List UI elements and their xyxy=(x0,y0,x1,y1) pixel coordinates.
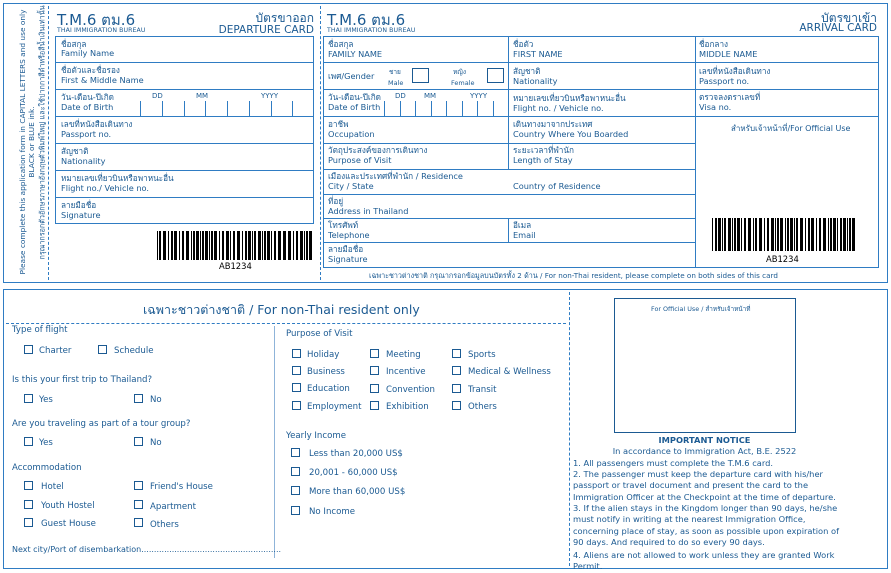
q-type-of-flight: Type of flight xyxy=(12,325,68,335)
arr-visa-th: ตรวจลงตราเลขที่ xyxy=(699,92,761,102)
arr-male-en: Male xyxy=(388,79,404,87)
dep-dob-en: Date of Birth xyxy=(61,102,114,112)
arr-boarded-en: Country Where You Boarded xyxy=(513,129,629,139)
cb-medical[interactable] xyxy=(452,366,461,375)
opt-employment: Employment xyxy=(307,402,362,412)
arr-passport-th: เลขที่หนังสือเดินทาง xyxy=(699,66,771,76)
cb-no-income[interactable] xyxy=(291,506,300,515)
opt-purpose-others: Others xyxy=(468,402,497,412)
arr-purpose-en: Purpose of Visit xyxy=(328,155,392,165)
opt-education: Education xyxy=(307,384,350,394)
arr-flight-th: หมายเลขเที่ยวบินหรือพาหนะอื่น xyxy=(513,93,626,103)
side-instruction-th: กรุณากรอกตัวอักษรภาษาอังกฤษตัวพิมพ์ใหญ่ และใช้ปากกาสีดำหรือสีน้ำเงินเท่านั้น xyxy=(37,5,47,260)
opt-holiday: Holiday xyxy=(307,350,340,360)
arr-visa-en: Visa no. xyxy=(699,102,732,112)
official-use-box xyxy=(614,298,796,433)
side-instruction xyxy=(2,5,50,278)
notice-subtitle: In accordance to Immigration Act, B.E. 2522 xyxy=(612,446,797,456)
arr-occupation-en: Occupation xyxy=(328,129,375,139)
arr-middle-th: ชื่อกลาง xyxy=(699,39,729,49)
departure-barcode-number: AB1234 xyxy=(219,261,252,271)
dep-family-en: Family Name xyxy=(61,48,115,58)
arr-email-en: Email xyxy=(513,230,536,240)
arr-dob-en: Date of Birth xyxy=(328,102,381,112)
arr-first-en: FIRST NAME xyxy=(513,49,563,59)
arr-signature-th: ลายมือชื่อ xyxy=(328,244,364,254)
cb-holiday[interactable] xyxy=(292,349,301,358)
opt-meeting: Meeting xyxy=(386,350,421,360)
side-instruction-en: Please complete this application form in CAPITAL LETTERS and use only BLACK or BLUE ink. xyxy=(18,9,36,275)
cb-accommodation-others[interactable] xyxy=(134,518,143,527)
arr-dob-mm: MM xyxy=(424,92,437,100)
dep-dob-dd: DD xyxy=(152,92,163,100)
cb-income-20001-60000[interactable] xyxy=(291,467,300,476)
arrival-card-th: บัตรขาเข้า xyxy=(821,11,877,25)
arr-male-checkbox[interactable] xyxy=(412,68,429,83)
opt-income-less-20000: Less than 20,000 US$ xyxy=(309,449,403,459)
cb-transit[interactable] xyxy=(452,384,461,393)
dep-family-th: ชื่อสกุล xyxy=(61,39,87,49)
arr-signature-en: Signature xyxy=(328,254,368,264)
dep-dob-mm: MM xyxy=(196,92,209,100)
dep-first-th: ชื่อตัวและชื่อรอง xyxy=(61,65,120,75)
opt-schedule: Schedule xyxy=(114,346,154,356)
dep-nationality-th: สัญชาติ xyxy=(61,146,89,156)
departure-code: T.M.6 ตม.6 xyxy=(57,11,136,29)
arr-email-th: อีเมล xyxy=(513,220,532,230)
opt-guest-house: Guest House xyxy=(41,519,96,529)
dep-nationality-en: Nationality xyxy=(61,156,106,166)
back-heading: เฉพาะชาวต่างชาติ / For non-Thai resident only xyxy=(143,302,420,317)
cb-meeting[interactable] xyxy=(370,349,379,358)
arr-length-en: Length of Stay xyxy=(513,155,573,165)
cb-youth-hostel[interactable] xyxy=(24,500,33,509)
notice-item-4: 4. Aliens are not allowed to work unless they are granted Work Permit. xyxy=(573,550,835,572)
cb-sports[interactable] xyxy=(452,349,461,358)
opt-no-income: No Income xyxy=(309,507,356,517)
cb-education[interactable] xyxy=(292,383,301,392)
arrival-code: T.M.6 ตม.6 xyxy=(327,11,406,29)
opt-exhibition: Exhibition xyxy=(386,402,429,412)
cb-tour-no[interactable] xyxy=(134,437,143,446)
arr-female-en: Female xyxy=(451,79,475,87)
perforation-left xyxy=(48,6,49,280)
opt-business: Business xyxy=(307,367,345,377)
cb-purpose-others[interactable] xyxy=(452,401,461,410)
arr-dob-th: วัน-เดือน-ปีเกิด xyxy=(328,92,382,102)
departure-barcode-icon xyxy=(157,231,314,260)
arr-telephone-th: โทรศัพท์ xyxy=(328,220,359,230)
arr-telephone-en: Telephone xyxy=(328,230,370,240)
arrival-card-en: ARRIVAL CARD xyxy=(799,22,877,34)
cb-first-trip-no[interactable] xyxy=(134,394,143,403)
notice-title: IMPORTANT NOTICE xyxy=(658,435,751,445)
cb-apartment[interactable] xyxy=(134,500,143,509)
arr-country-residence: Country of Residence xyxy=(513,181,601,191)
dep-dob-grid[interactable] xyxy=(140,101,314,116)
opt-tour-no: No xyxy=(150,438,162,448)
q-purpose: Purpose of Visit xyxy=(286,329,353,339)
arrival-barcode-icon xyxy=(712,218,858,251)
arr-middle-en: MIDDLE NAME xyxy=(699,49,758,59)
opt-first-trip-yes: Yes xyxy=(39,395,53,405)
dep-passport-en: Passport no. xyxy=(61,129,112,139)
opt-youth-hostel: Youth Hostel xyxy=(41,501,95,511)
arr-nationality-en: Nationality xyxy=(513,76,558,86)
arrival-footer-note: เฉพาะชาวต่างชาติ กรุณากรอกข้อมูลบนบัตรทั้ง 2 ด้าน / For non-Thai resident, please complete on both sides of this card xyxy=(369,271,778,280)
opt-hotel: Hotel xyxy=(41,482,64,492)
notice-item-1: 1. All passengers must complete the T.M.6 card. xyxy=(573,458,774,468)
cb-employment[interactable] xyxy=(292,401,301,410)
dep-passport-th: เลขที่หนังสือเดินทาง xyxy=(61,119,133,129)
opt-tour-yes: Yes xyxy=(39,438,53,448)
official-use-label: For Official Use / สำหรับเจ้าหน้าที่ xyxy=(651,305,751,313)
cb-incentive[interactable] xyxy=(370,366,379,375)
arrival-bureau: THAI IMMIGRATION BUREAU xyxy=(327,27,416,34)
perforation-back xyxy=(569,292,570,566)
opt-friends-house: Friend's House xyxy=(150,482,213,492)
opt-first-trip-no: No xyxy=(150,395,162,405)
opt-income-more-60000: More than 60,000 US$ xyxy=(309,487,406,497)
next-city-field[interactable]: Next city/Port of disembarkation....................................................... xyxy=(12,545,282,554)
departure-card-en: DEPARTURE CARD xyxy=(218,24,314,36)
opt-sports: Sports xyxy=(468,350,496,360)
perforation-middle xyxy=(320,6,321,280)
opt-incentive: Incentive xyxy=(386,367,426,377)
dep-dob-th: วัน-เดือน-ปีเกิด xyxy=(61,92,115,102)
cb-friends-house[interactable] xyxy=(134,481,143,490)
opt-convention: Convention xyxy=(386,385,435,395)
arr-boarded-th: เดินทางมาจากประเทศ xyxy=(513,119,593,129)
cb-charter[interactable] xyxy=(24,345,33,354)
arr-female-th: หญิง xyxy=(453,68,466,76)
cb-tour-yes[interactable] xyxy=(24,437,33,446)
q-tour-group: Are you traveling as part of a tour group? xyxy=(12,419,191,429)
opt-income-20001-60000: 20,001 - 60,000 US$ xyxy=(309,468,398,478)
departure-bureau: THAI IMMIGRATION BUREAU xyxy=(57,27,146,34)
cb-hotel[interactable] xyxy=(24,481,33,490)
arr-family-en: FAMILY NAME xyxy=(328,49,383,59)
departure-card-th: บัตรขาออก xyxy=(255,11,314,25)
arr-dob-yyyy: YYYY xyxy=(470,92,488,100)
cb-business[interactable] xyxy=(292,366,301,375)
dep-signature-th: ลายมือชื่อ xyxy=(61,200,97,210)
arr-male-th: ชาย xyxy=(389,68,401,76)
back-column-divider xyxy=(274,326,275,558)
arr-first-th: ชื่อตัว xyxy=(513,39,534,49)
arr-family-th: ชื่อสกุล xyxy=(328,39,354,49)
arrival-barcode-number: AB1234 xyxy=(766,254,799,264)
notice-item-3: 3. If the alien stays in the Kingdom longer than 90 days, he/she must notify in writing at the nearest Immigration Office, concerning place of stay, as soon as possible upon expiration of 90 days. And required to do so every 90 days. xyxy=(573,503,840,547)
dep-flight-en: Flight no./ Vehicle no. xyxy=(61,183,150,193)
arr-flight-en: Flight no. / Vehicle no. xyxy=(513,103,604,113)
cb-schedule[interactable] xyxy=(98,345,107,354)
arr-length-th: ระยะเวลาที่พำนัก xyxy=(513,145,574,155)
back-heading-rule xyxy=(6,323,566,324)
opt-accommodation-others: Others xyxy=(150,520,179,530)
dep-dob-yyyy: YYYY xyxy=(261,92,279,100)
arr-female-checkbox[interactable] xyxy=(487,68,504,83)
q-yearly-income: Yearly Income xyxy=(286,431,347,441)
cb-income-less-20000[interactable] xyxy=(291,448,300,457)
arr-residence-th: เมืองและประเทศที่พำนัก / Residence xyxy=(328,171,463,181)
arr-address-en: Address in Thailand xyxy=(328,206,409,216)
opt-transit: Transit xyxy=(468,385,497,395)
arr-occupation-th: อาชีพ xyxy=(328,119,349,129)
arr-dob-dd: DD xyxy=(395,92,406,100)
arr-nationality-th: สัญชาติ xyxy=(513,66,541,76)
dep-first-en: First & Middle Name xyxy=(61,75,144,85)
q-accommodation: Accommodation xyxy=(12,463,82,473)
cb-convention[interactable] xyxy=(370,384,379,393)
arr-address-th: ที่อยู่ xyxy=(328,196,344,206)
q-first-trip: Is this your first trip to Thailand? xyxy=(12,375,153,385)
notice-item-2: 2. The passenger must keep the departure card with his/her passport or travel document and present the card to the Immigration Officer at the Checkpoint at the time of departure. xyxy=(573,469,836,502)
cb-income-more-60000[interactable] xyxy=(291,486,300,495)
dep-flight-th: หมายเลขเที่ยวบินหรือพาหนะอื่น xyxy=(61,173,174,183)
arr-passport-en: Passport no. xyxy=(699,76,750,86)
opt-medical: Medical & Wellness xyxy=(468,367,551,377)
cb-first-trip-yes[interactable] xyxy=(24,394,33,403)
arr-gender-label: เพศ/Gender xyxy=(328,71,375,81)
opt-apartment: Apartment xyxy=(150,502,196,512)
cb-guest-house[interactable] xyxy=(24,518,33,527)
cb-exhibition[interactable] xyxy=(370,401,379,410)
arr-official-use: สำหรับเจ้าหน้าที่/For Official Use xyxy=(731,124,851,133)
arr-purpose-th: วัตถุประสงค์ของการเดินทาง xyxy=(328,145,428,155)
arr-residence-en: City / State xyxy=(328,181,374,191)
dep-signature-en: Signature xyxy=(61,210,101,220)
opt-charter: Charter xyxy=(39,346,72,356)
arr-dob-grid[interactable] xyxy=(384,101,508,116)
